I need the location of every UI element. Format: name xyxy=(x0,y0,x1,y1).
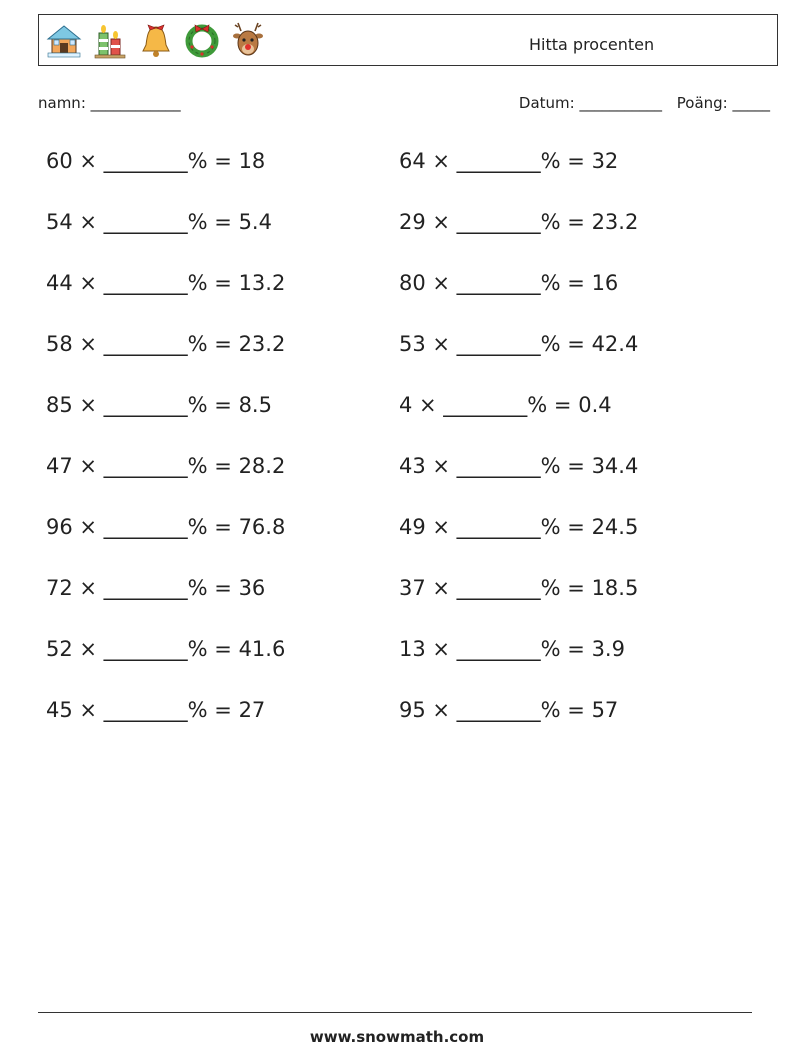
problem-left-7: 96 × ________% = 76.8 xyxy=(46,515,286,539)
problem-left-4: 58 × ________% = 23.2 xyxy=(46,332,286,356)
problem-left-3: 44 × ________% = 13.2 xyxy=(46,271,286,295)
problem-left-5: 85 × ________% = 8.5 xyxy=(46,393,272,417)
problem-right-5: 4 × ________% = 0.4 xyxy=(399,393,612,417)
problem-left-10: 45 × ________% = 27 xyxy=(46,698,266,722)
problem-left-9: 52 × ________% = 41.6 xyxy=(46,637,286,661)
problem-right-10: 95 × ________% = 57 xyxy=(399,698,619,722)
footer-divider xyxy=(38,1012,752,1013)
date-field: Datum: ___________ xyxy=(518,94,662,112)
wreath-icon xyxy=(181,19,223,61)
house-icon xyxy=(43,19,85,61)
problem-right-2: 29 × ________% = 23.2 xyxy=(399,210,639,234)
footer-url: www.snowmath.com xyxy=(309,1028,485,1046)
reindeer-icon xyxy=(227,19,269,61)
name-field: namn: ____________ xyxy=(38,94,181,112)
candles-icon xyxy=(89,19,131,61)
problem-left-1: 60 × ________% = 18 xyxy=(46,149,266,173)
problem-right-9: 13 × ________% = 3.9 xyxy=(399,637,625,661)
problem-right-1: 64 × ________% = 32 xyxy=(399,149,619,173)
page-title: Hitta procenten xyxy=(529,35,655,54)
problem-right-7: 49 × ________% = 24.5 xyxy=(399,515,639,539)
problem-right-3: 80 × ________% = 16 xyxy=(399,271,619,295)
icon-strip xyxy=(43,19,269,63)
problem-right-8: 37 × ________% = 18.5 xyxy=(399,576,639,600)
problem-left-6: 47 × ________% = 28.2 xyxy=(46,454,286,478)
problem-left-8: 72 × ________% = 36 xyxy=(46,576,266,600)
problem-left-2: 54 × ________% = 5.4 xyxy=(46,210,272,234)
problem-right-6: 43 × ________% = 34.4 xyxy=(399,454,639,478)
date-score-fields xyxy=(519,94,770,112)
score-field: Poäng: _____ xyxy=(676,94,770,112)
header-box xyxy=(38,14,778,66)
bell-icon xyxy=(135,19,177,61)
problem-right-4: 53 × ________% = 42.4 xyxy=(399,332,639,356)
